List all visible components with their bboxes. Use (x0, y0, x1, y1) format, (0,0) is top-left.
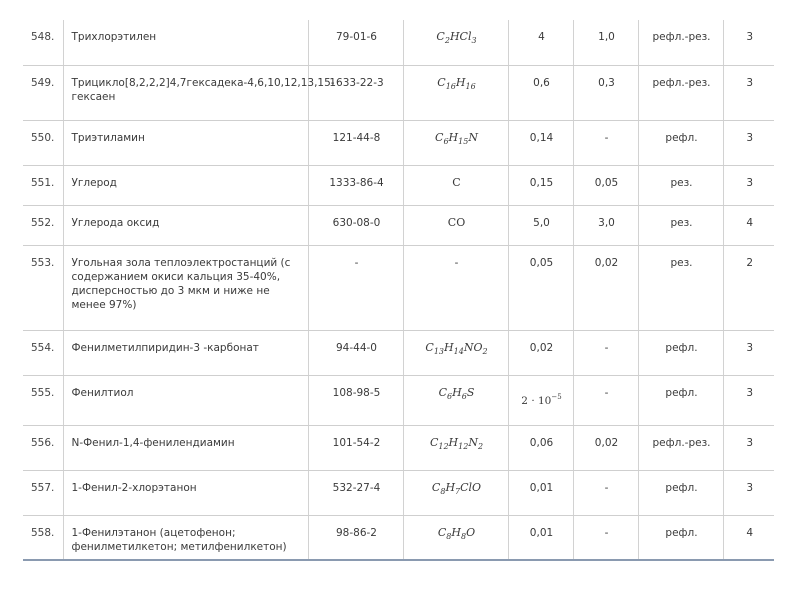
row-number: 552. (23, 205, 63, 245)
table-row (23, 165, 774, 205)
avg-concentration: - (573, 470, 638, 515)
formula-subscript: 12 (458, 441, 469, 451)
table-row (23, 20, 774, 65)
max-concentration (508, 470, 573, 515)
cas-number: 630-08-0 (308, 205, 403, 245)
substance-name: Углерод (63, 165, 308, 205)
formula-element: C (431, 480, 441, 494)
max-concentration-value: 0,02 (529, 341, 554, 354)
table-body (23, 20, 774, 560)
aggregate-state: рез. (638, 165, 723, 205)
substance-name: Угольная зола теплоэлектростанций (с содержанием окиси кальция 35-40%, дисперсностью до 3 мкм и ниже не менее 97%) (63, 245, 308, 330)
table-row (23, 425, 774, 470)
table-row (23, 515, 774, 560)
max-concentration (508, 65, 573, 120)
max-concentration-value: 0,6 (533, 76, 550, 89)
formula-element: H (445, 480, 456, 494)
row-number: 555. (23, 375, 63, 425)
hazard-class: 3 (723, 65, 774, 120)
avg-concentration: 1,0 (573, 20, 638, 65)
formula-element: H (451, 525, 461, 539)
substance-name: 1-Фенил-2-хлорэтанон (63, 470, 308, 515)
substance-name: Трицикло[8,2,2,2]4,7гексадека-4,6,10,12,13,15-гексаен (63, 65, 308, 120)
cas-number: 1633-22-3 (308, 65, 403, 120)
row-number: 558. (23, 515, 63, 560)
formula-element: C (435, 130, 444, 144)
substance-name: Триэтиламин (63, 120, 308, 165)
aggregate-state: рефл. (638, 120, 723, 165)
cas-number: 79-01-6 (308, 20, 403, 65)
table-row (23, 470, 774, 515)
formula-element: C (437, 525, 447, 539)
table-row (23, 375, 774, 425)
max-concentration-value: 0,01 (529, 526, 554, 539)
aggregate-state: рефл. (638, 330, 723, 375)
max-concentration (508, 20, 573, 65)
chemical-formula (403, 120, 508, 165)
hazard-class: 3 (723, 470, 774, 515)
max-concentration (508, 205, 573, 245)
chemical-formula (403, 470, 508, 515)
substance-name: Углерода оксид (63, 205, 308, 245)
table-row (23, 245, 774, 330)
aggregate-state: рефл. (638, 515, 723, 560)
formula-subscript: 6 (461, 391, 467, 401)
table-row (23, 120, 774, 165)
formula-subscript: 2 (444, 36, 450, 45)
cas-number: 108-98-5 (308, 375, 403, 425)
formula-element: ClO (460, 480, 482, 494)
max-concentration-value: 0,06 (529, 436, 554, 449)
avg-concentration: - (573, 120, 638, 165)
formula-element: C (425, 340, 434, 354)
max-concentration-value: 0,14 (529, 131, 554, 144)
hazard-class: 2 (723, 245, 774, 330)
formula-element: H (448, 130, 459, 144)
hazard-class: 3 (723, 375, 774, 425)
row-number: 554. (23, 330, 63, 375)
avg-concentration: - (573, 375, 638, 425)
chemical-formula (403, 245, 508, 330)
formula-subscript: 3 (471, 36, 477, 45)
formula-element: NO (463, 340, 483, 354)
max-concentration (508, 165, 573, 205)
cas-number: 98-86-2 (308, 515, 403, 560)
formula-subscript: 8 (446, 531, 452, 541)
hazard-class: 4 (723, 515, 774, 560)
hazard-class: 3 (723, 120, 774, 165)
formula-subscript: 16 (445, 81, 456, 91)
row-number: 550. (23, 120, 63, 165)
cas-number: 1333-86-4 (308, 165, 403, 205)
table-row (23, 65, 774, 120)
cas-number: 532-27-4 (308, 470, 403, 515)
substance-name: Фенилтиол (63, 375, 308, 425)
max-concentration (508, 245, 573, 330)
max-concentration (508, 515, 573, 560)
max-concentration-value: 4 (538, 31, 545, 43)
row-number: 548. (23, 20, 63, 65)
chemical-formula (403, 205, 508, 245)
substance-name: Трихлорэтилен (63, 20, 308, 65)
formula-subscript: 8 (460, 531, 467, 541)
formula-element: CO (447, 215, 466, 229)
hazard-class: 3 (723, 330, 774, 375)
avg-concentration: 0,02 (573, 425, 638, 470)
formula-element: HCl (449, 30, 472, 43)
formula-element: C (438, 385, 448, 399)
table-row (23, 205, 774, 245)
max-concentration (508, 375, 573, 425)
max-concentration-value: 0,15 (529, 176, 554, 189)
chemical-formula (403, 330, 508, 375)
hazard-class: 4 (723, 205, 774, 245)
cas-number: - (308, 245, 403, 330)
avg-concentration: - (573, 515, 638, 560)
row-number: 549. (23, 65, 63, 120)
formula-subscript: 15 (458, 136, 469, 146)
avg-concentration: 3,0 (573, 205, 638, 245)
formula-element: H (444, 340, 454, 354)
formula-element: C (436, 30, 445, 43)
formula-element: N (468, 435, 478, 449)
formula-subscript: 7 (455, 486, 461, 496)
formula-subscript: 6 (447, 391, 453, 401)
max-concentration-value: 0,01 (529, 481, 554, 494)
avg-concentration: 0,05 (573, 165, 638, 205)
formula-element: H (452, 385, 462, 399)
row-number: 557. (23, 470, 63, 515)
formula-element: S (466, 385, 475, 399)
max-concentration-exponent: −5 (551, 392, 562, 401)
cas-number: 94-44-0 (308, 330, 403, 375)
formula-element: C (429, 435, 439, 449)
row-number: 556. (23, 425, 63, 470)
avg-concentration: 0,3 (573, 65, 638, 120)
formula-element: H (455, 75, 466, 89)
formula-element: H (448, 435, 459, 449)
formula-subscript: 2 (482, 346, 488, 356)
aggregate-state: рефл. (638, 375, 723, 425)
hazard-class: 3 (723, 20, 774, 65)
chemical-formula (403, 65, 508, 120)
formula-subscript: 6 (443, 136, 449, 146)
max-concentration (508, 120, 573, 165)
chemical-formula (403, 515, 508, 560)
avg-concentration: - (573, 330, 638, 375)
chemical-formula (403, 165, 508, 205)
formula-subscript: 8 (440, 486, 446, 496)
formula-element: O (466, 525, 476, 539)
chemical-formula (403, 375, 508, 425)
row-number: 553. (23, 245, 63, 330)
hazard-class: 3 (723, 165, 774, 205)
aggregate-state: рефл.-рез. (638, 65, 723, 120)
formula-element: N (468, 130, 478, 144)
formula-subscript: 2 (477, 441, 484, 451)
formula-subscript: 14 (453, 346, 464, 356)
cas-number: 121-44-8 (308, 120, 403, 165)
max-concentration-value: 2 · 10 (521, 394, 552, 407)
aggregate-state: рез. (638, 205, 723, 245)
formula-element: C (437, 75, 446, 89)
formula-subscript: 16 (465, 81, 476, 91)
chemical-formula (403, 20, 508, 65)
aggregate-state: рефл.-рез. (638, 20, 723, 65)
substance-name: Фенилметилпиридин-3 -карбонат (63, 330, 308, 375)
aggregate-state: рефл.-рез. (638, 425, 723, 470)
aggregate-state: рефл. (638, 470, 723, 515)
formula-subscript: 12 (438, 441, 449, 451)
max-concentration (508, 425, 573, 470)
substance-name: N-Фенил-1,4-фенилендиамин (63, 425, 308, 470)
max-concentration (508, 330, 573, 375)
aggregate-state: рез. (638, 245, 723, 330)
formula-subscript: 13 (433, 346, 445, 356)
cas-number: 101-54-2 (308, 425, 403, 470)
avg-concentration: 0,02 (573, 245, 638, 330)
substance-name: 1-Фенилэтанон (ацетофенон; фенилметилкетон; метилфенилкетон) (63, 515, 308, 560)
formula-element: - (454, 255, 459, 269)
formula-element: C (452, 175, 461, 189)
hazard-class: 3 (723, 425, 774, 470)
max-concentration-value: 0,05 (529, 256, 554, 269)
table-row (23, 330, 774, 375)
max-concentration-value: 5,0 (533, 216, 550, 229)
row-number: 551. (23, 165, 63, 205)
substances-table (23, 20, 774, 561)
chemical-formula (403, 425, 508, 470)
